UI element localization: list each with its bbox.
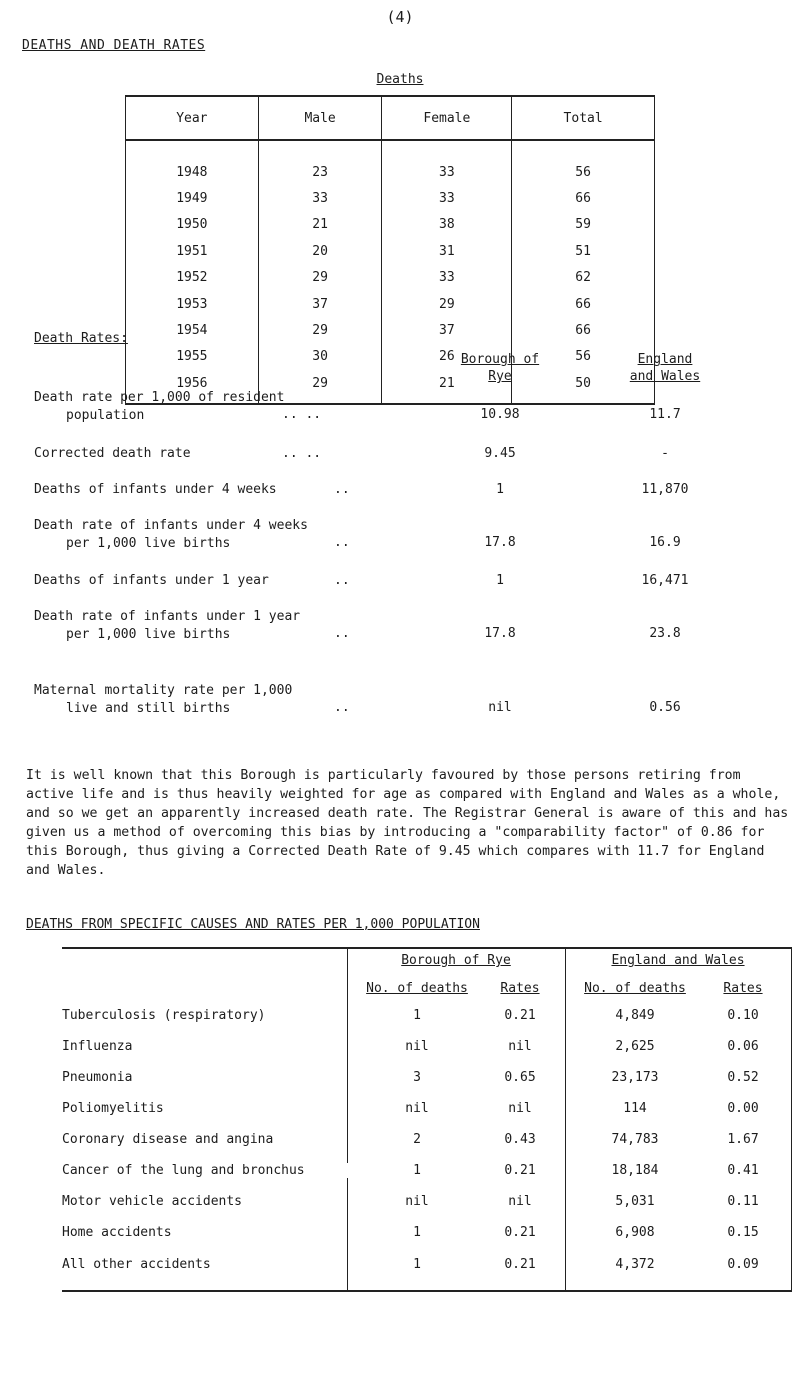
leader-dots: .. [334, 482, 350, 497]
rye-value: 17.8 [484, 626, 516, 641]
row-label-line2: population [66, 408, 145, 423]
cell-male: 33 [258, 185, 382, 211]
cell-female: 38 [382, 212, 512, 238]
cell-total: 50 [512, 370, 655, 403]
cell-total: 66 [512, 317, 655, 343]
column-divider [347, 947, 348, 1292]
rye-value: 1 [496, 573, 504, 588]
leader-dots: .. .. [282, 446, 322, 461]
ew-value: 16,471 [641, 573, 689, 588]
rye-rate: nil [508, 1101, 532, 1116]
death-rate-row-label [34, 682, 354, 718]
rye-deaths: 1 [413, 1008, 421, 1023]
rye-rate: 0.21 [504, 1225, 536, 1240]
ew-group-label: England and Wales [611, 953, 745, 968]
leader-dots: .. .. [282, 407, 322, 422]
rye-value: nil [488, 700, 512, 715]
rye-heading-line2: Rye [488, 369, 512, 384]
death-rates-title: Death Rates: [34, 331, 128, 346]
rye-deaths: 1 [413, 1225, 421, 1240]
leader-dots: .. [334, 535, 350, 550]
rye-group-label: Borough of Rye [401, 953, 511, 968]
table-row [126, 140, 655, 185]
cause-label: Poliomyelitis [62, 1101, 164, 1116]
ew-deaths: 114 [623, 1101, 647, 1116]
explanatory-paragraph: It is well known that this Borough is particularly favoured by those persons retiring from active life and is thus heavily weighted for age as compared with England and Wales as a whole, and so we get an apparently increased death rate. The Registrar General is aware of this and has given us a method of overcoming this bias by introducing a "comparability factor" of 0.86 for this Borough, thus giving a Corrected Death Rate of 9.45 which compares with 11.7 for England and Wales. [26, 768, 789, 878]
rye-rates-heading [480, 981, 560, 996]
rye-deaths: nil [405, 1101, 429, 1116]
deaths-table [125, 95, 655, 405]
cell-year: 1948 [126, 140, 259, 185]
table-row [126, 185, 655, 211]
ew-rate: 0.10 [727, 1008, 759, 1023]
rye-rate: 0.43 [504, 1132, 536, 1147]
rye-no-label: No. of deaths [366, 981, 468, 996]
row-label-line1: Deaths of infants under 1 year [34, 573, 269, 588]
ew-rate: 0.00 [727, 1101, 759, 1116]
death-rate-row-label [34, 517, 354, 553]
ew-deaths: 4,372 [615, 1257, 655, 1272]
ew-deaths: 23,173 [611, 1070, 659, 1085]
cell-total: 56 [512, 140, 655, 185]
ew-rate: 0.11 [727, 1194, 759, 1209]
specific-causes-title: DEATHS FROM SPECIFIC CAUSES AND RATES PER 1,000 POPULATION [26, 917, 480, 932]
ew-no-heading [570, 981, 700, 996]
cell-year: 1954 [126, 317, 259, 343]
row-label-line1: Maternal mortality rate per 1,000 [34, 683, 293, 698]
cell-female: 29 [382, 291, 512, 317]
cell-female: 31 [382, 238, 512, 264]
deaths-table-header [126, 96, 655, 140]
rye-heading-line1: Borough of [460, 352, 540, 367]
rye-column-heading [440, 351, 560, 385]
cause-label: Home accidents [62, 1225, 172, 1240]
cell-year: 1952 [126, 265, 259, 291]
row-label-line1: Death rate of infants under 1 year [34, 609, 301, 624]
rye-deaths: 2 [413, 1132, 421, 1147]
ew-rate: 1.67 [727, 1132, 759, 1147]
death-rate-row-label [34, 573, 354, 588]
cell-male: 21 [258, 212, 382, 238]
rye-value: 17.8 [484, 535, 516, 550]
cell-male: 30 [258, 344, 382, 370]
rye-value: 9.45 [484, 446, 516, 461]
ew-deaths: 5,031 [615, 1194, 655, 1209]
ew-group-heading [565, 953, 791, 968]
rye-rate: 0.21 [504, 1257, 536, 1272]
cell-female: 26 [382, 344, 512, 370]
cell-total: 56 [512, 344, 655, 370]
rye-rate: 0.65 [504, 1070, 536, 1085]
rye-rate: 0.21 [504, 1008, 536, 1023]
cause-label: All other accidents [62, 1257, 211, 1272]
ew-deaths: 18,184 [611, 1163, 659, 1178]
rye-rate: nil [508, 1194, 532, 1209]
table-bottom-border [62, 1290, 792, 1292]
ew-deaths: 4,849 [615, 1008, 655, 1023]
page-number: (4) [386, 8, 414, 26]
rye-group-heading [347, 953, 565, 968]
ew-value: - [661, 446, 669, 461]
ew-no-label: No. of deaths [584, 981, 686, 996]
cell-female: 33 [382, 140, 512, 185]
ew-value: 11,870 [641, 482, 689, 497]
cell-male: 29 [258, 317, 382, 343]
cell-total: 51 [512, 238, 655, 264]
table-row [126, 344, 655, 370]
england-wales-column-heading [605, 351, 725, 385]
cell-male: 23 [258, 140, 382, 185]
section-heading: DEATHS AND DEATH RATES [22, 38, 206, 53]
cause-label: Coronary disease and angina [62, 1132, 274, 1147]
ew-value: 11.7 [649, 407, 681, 422]
cell-male: 37 [258, 291, 382, 317]
cell-female: 37 [382, 317, 512, 343]
row-label-line2: live and still births [66, 701, 231, 716]
cell-male: 29 [258, 370, 382, 403]
header-total: Total [512, 96, 655, 140]
rye-value: 10.98 [480, 407, 520, 422]
header-male: Male [258, 96, 382, 140]
cell-year: 1949 [126, 185, 259, 211]
deaths-subheading: Deaths [376, 72, 424, 87]
cell-year: 1950 [126, 212, 259, 238]
cause-label: Cancer of the lung and bronchus [62, 1163, 362, 1178]
row-label-line1: Deaths of infants under 4 weeks [34, 482, 277, 497]
ew-value: 0.56 [649, 700, 681, 715]
ew-rates-label: Rates [723, 981, 763, 996]
ew-rate: 0.09 [727, 1257, 759, 1272]
row-label-line1: Death rate of infants under 4 weeks [34, 518, 308, 533]
ew-rate: 0.41 [727, 1163, 759, 1178]
cell-male: 20 [258, 238, 382, 264]
rye-deaths: 1 [413, 1257, 421, 1272]
column-divider [791, 947, 792, 1292]
rye-deaths: nil [405, 1194, 429, 1209]
death-rate-row-label [34, 608, 354, 644]
rye-rate: 0.21 [504, 1163, 536, 1178]
ew-rate: 0.52 [727, 1070, 759, 1085]
row-label-line2: per 1,000 live births [66, 627, 231, 642]
ew-deaths: 74,783 [611, 1132, 659, 1147]
header-year: Year [126, 96, 259, 140]
table-row [126, 317, 655, 343]
cause-label: Tuberculosis (respiratory) [62, 1008, 266, 1023]
rye-rates-label: Rates [500, 981, 540, 996]
cell-year: 1953 [126, 291, 259, 317]
ew-value: 23.8 [649, 626, 681, 641]
row-label-line2: per 1,000 live births [66, 536, 231, 551]
rye-no-heading [352, 981, 482, 996]
ew-value: 16.9 [649, 535, 681, 550]
cause-label: Motor vehicle accidents [62, 1194, 243, 1209]
ew-heading-line1: England [637, 352, 693, 367]
row-label-line1: Death rate per 1,000 of resident [34, 390, 285, 405]
ew-rate: 0.06 [727, 1039, 759, 1054]
rye-value: 1 [496, 482, 504, 497]
table-row [126, 238, 655, 264]
cell-total: 66 [512, 185, 655, 211]
table-top-border [62, 947, 792, 949]
cause-label: Influenza [62, 1039, 133, 1054]
table-row [126, 265, 655, 291]
ew-rate: 0.15 [727, 1225, 759, 1240]
cell-female: 33 [382, 185, 512, 211]
leader-dots: .. [334, 573, 350, 588]
leader-dots: .. [334, 626, 350, 641]
header-female: Female [382, 96, 512, 140]
cell-total: 66 [512, 291, 655, 317]
ew-deaths: 2,625 [615, 1039, 655, 1054]
table-row [126, 212, 655, 238]
cause-label: Pneumonia [62, 1070, 133, 1085]
table-row [126, 291, 655, 317]
cell-female: 33 [382, 265, 512, 291]
rye-deaths: nil [405, 1039, 429, 1054]
cell-male: 29 [258, 265, 382, 291]
cell-year: 1955 [126, 344, 259, 370]
cell-year: 1951 [126, 238, 259, 264]
leader-dots: .. [334, 700, 350, 715]
cell-total: 59 [512, 212, 655, 238]
rye-deaths: 1 [413, 1163, 421, 1178]
row-label-line1: Corrected death rate [34, 446, 191, 461]
ew-rates-heading [700, 981, 786, 996]
column-divider [565, 947, 566, 1292]
rye-deaths: 3 [413, 1070, 421, 1085]
ew-heading-line2: and Wales [629, 369, 701, 384]
cell-female: 21 [382, 370, 512, 403]
ew-deaths: 6,908 [615, 1225, 655, 1240]
cell-total: 62 [512, 265, 655, 291]
death-rate-row-label [34, 482, 354, 497]
rye-rate: nil [508, 1039, 532, 1054]
cell-year: 1956 [126, 370, 259, 403]
